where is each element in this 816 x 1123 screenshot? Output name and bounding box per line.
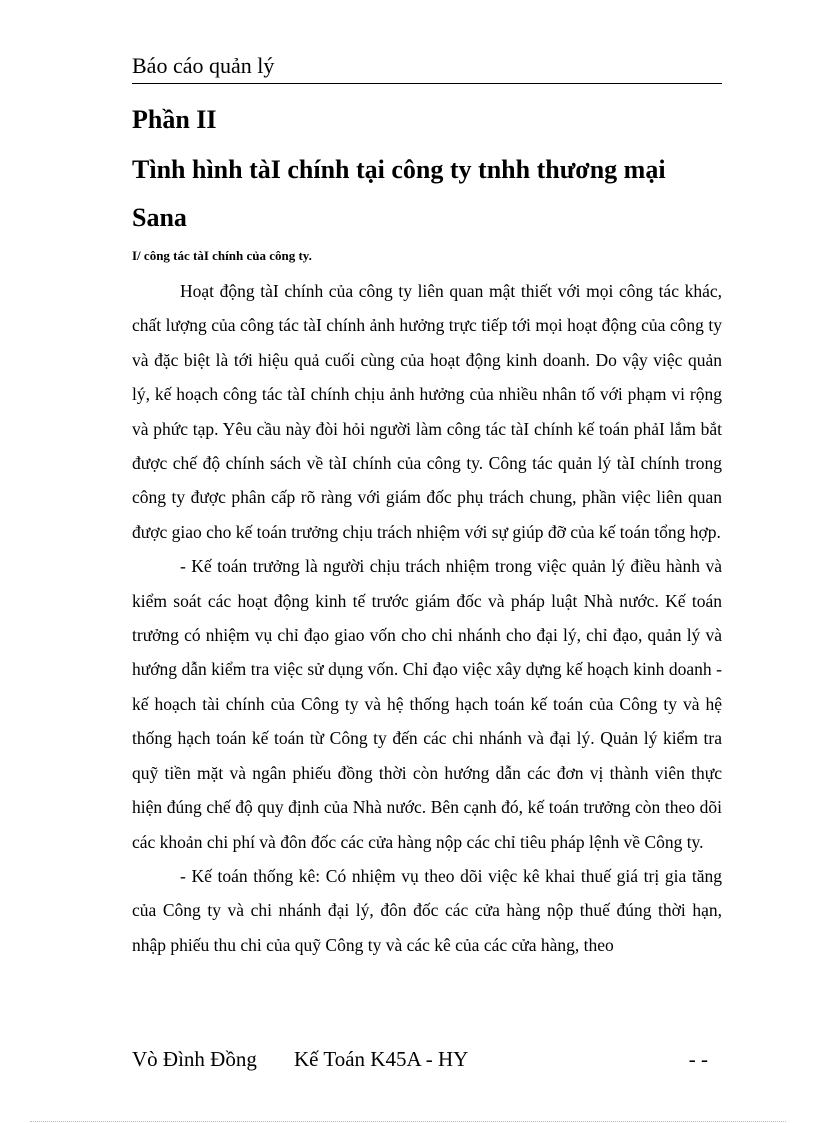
paragraph: Hoạt động tàI chính của công ty liên quan mật thiết với mọi công tác khác, chất lượng của công tác tàI chính ảnh hưởng trực tiếp tới mọi hoạt động của công ty và đặc biệt là tới hiệu quả cuối cùng của hoạt động kinh doanh. Do vậy việc quản lý, kế hoạch công tác tàI chính chịu ảnh hưởng của nhiều nhân tố với phạm vi rộng và phức tạp. Yêu cầu này đòi hỏi người làm công tác tàI chính kế toán phảI lắm bắt được chế độ chính sách về tàI chính của công ty. Công tác quản lý tàI chính trong công ty được phân cấp rõ ràng với giám đốc phụ trách chung, phần việc liên quan được giao cho kế toán trưởng chịu trách nhiệm với sự giúp đỡ của kế toán tổng hợp.: [132, 281, 722, 542]
paragraph: - Kế toán trưởng là người chịu trách nhiệm trong việc quản lý điều hành và kiểm soát các hoạt động kinh tế trước giám đốc và pháp luật Nhà nước. Kế toán trưởng có nhiệm vụ chỉ đạo giao vốn cho chi nhánh cho đại lý, chỉ đạo, quản lý và hướng dẫn kiểm tra việc sử dụng vốn. Chỉ đạo việc xây dựng kế hoạch kinh doanh - kế hoạch tài chính của Công ty và hệ thống hạch toán kế toán của Công ty và hệ thống hạch toán kế toán từ Công ty đến các chi nhánh và đại lý. Quản lý kiểm tra quỹ tiền mặt và ngân phiếu đồng thời còn hướng dẫn các đơn vị thành viên thực hiện đúng chế độ quy định của Nhà nước. Bên cạnh đó, kế toán trưởng còn theo dõi các khoản chi phí và đôn đốc các cửa hàng nộp các chỉ tiêu pháp lệnh về Công ty.: [132, 556, 722, 852]
body-text: [132, 274, 722, 962]
section-heading: I/ công tác tàI chính của công ty.: [132, 248, 312, 263]
footer-page-marker: - -: [688, 1047, 708, 1071]
header-title: Báo cáo quản lý: [132, 53, 275, 78]
paragraph: - Kế toán thống kê: Có nhiệm vụ theo dõi việc kê khai thuế giá trị gia tăng của Công ty và chi nhánh đại lý, đôn đốc các cửa hàng nộp thuế đúng thời hạn, nhập phiếu thu chi của quỹ Công ty và các kê của các cửa hàng, theo: [132, 865, 722, 955]
part-title: Phần II: [132, 105, 217, 134]
running-header: [132, 52, 722, 84]
page-bottom-divider: [30, 1121, 786, 1122]
footer-course: Kế Toán K45A - HY: [294, 1047, 469, 1071]
footer-author: Vò Đình Đồng: [132, 1047, 257, 1071]
main-title: Tình hình tàI chính tại công ty tnhh thương mại Sana: [132, 155, 666, 232]
